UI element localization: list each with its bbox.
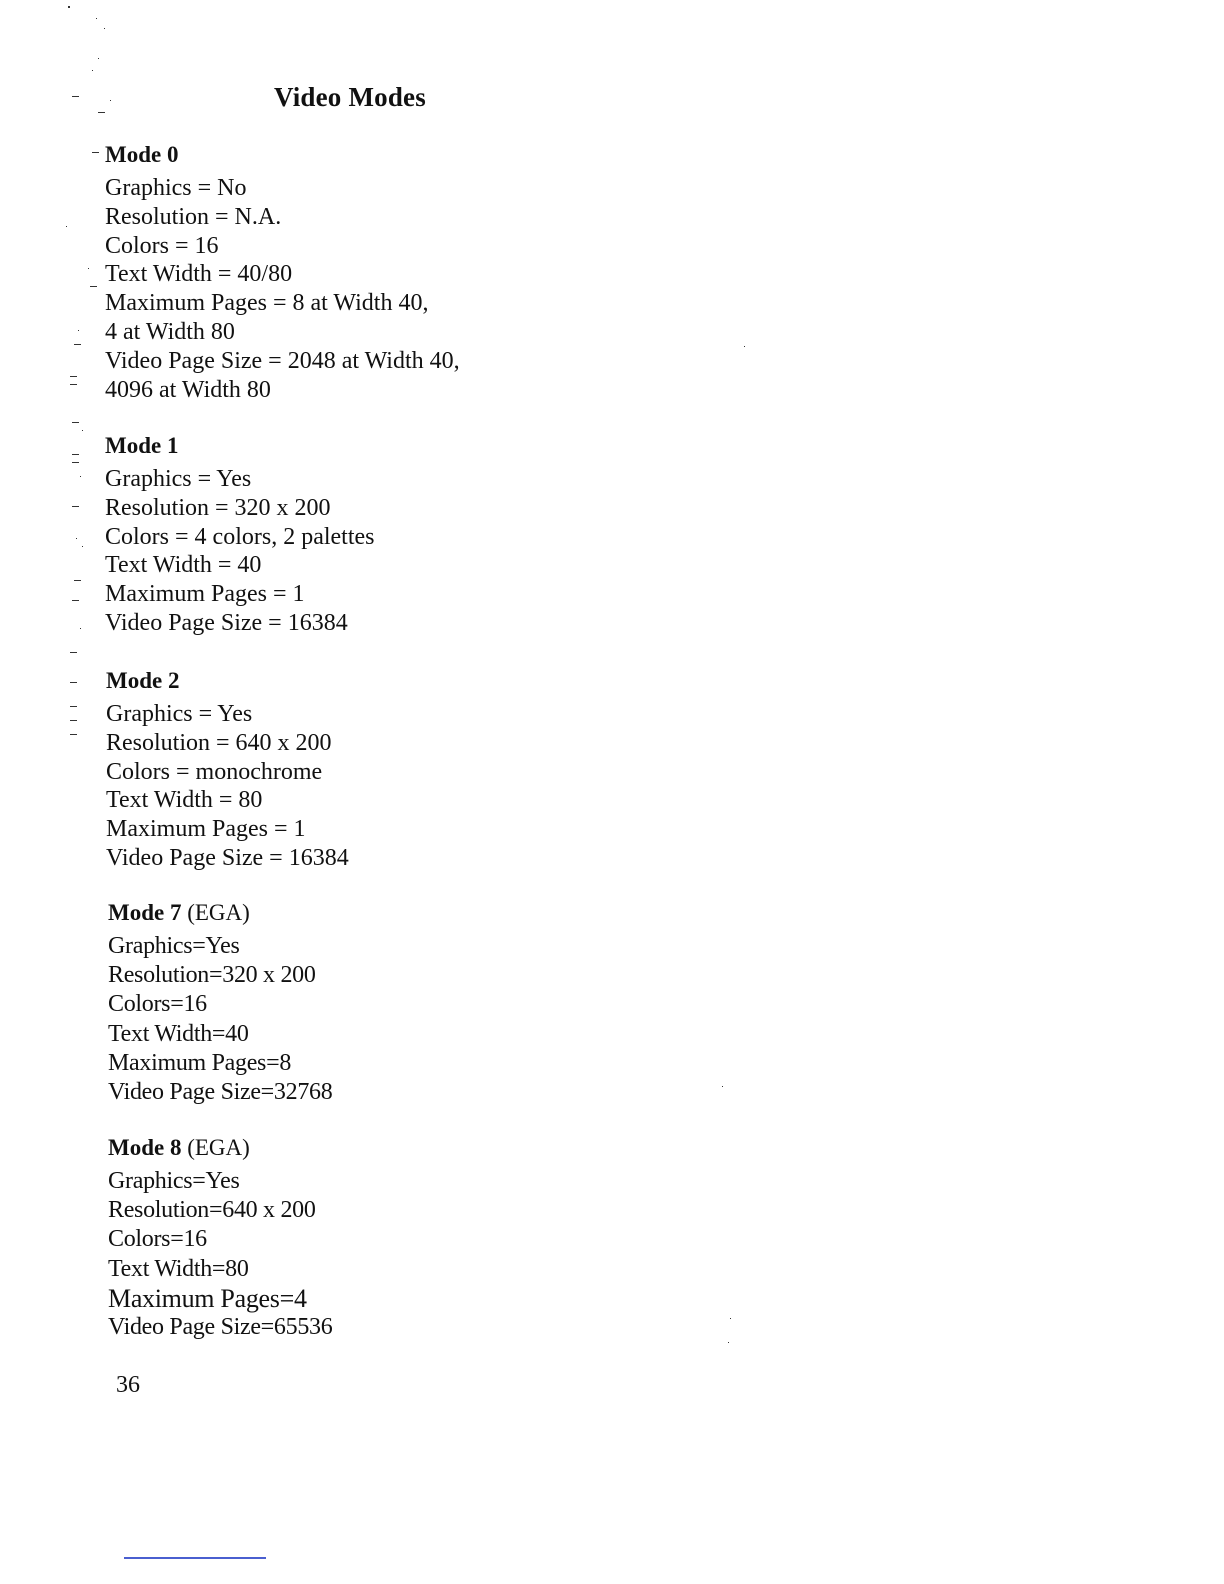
property-line: Text Width=40 bbox=[108, 1020, 249, 1047]
property-line: Maximum Pages = 8 at Width 40, bbox=[105, 290, 429, 317]
property-line: Graphics = No bbox=[105, 175, 247, 201]
property-line: Maximum Pages=8 bbox=[108, 1049, 292, 1076]
property-line: Video Page Size=65536 bbox=[108, 1314, 333, 1341]
property-list bbox=[108, 932, 332, 1107]
property-line: Graphics=Yes bbox=[108, 1168, 240, 1194]
property-line: Colors = 4 colors, 2 palettes bbox=[105, 523, 375, 550]
property-line: Colors = monochrome bbox=[106, 758, 323, 785]
property-line: Video Page Size = 16384 bbox=[105, 609, 348, 636]
property-line: Graphics=Yes bbox=[108, 933, 240, 959]
section-mode-1 bbox=[105, 431, 375, 638]
section-heading-label: Mode 1 bbox=[105, 433, 179, 458]
section-heading-suffix: (EGA) bbox=[187, 1135, 250, 1160]
section-heading-label: Mode 2 bbox=[106, 668, 180, 693]
property-line: Text Width = 40/80 bbox=[105, 261, 293, 288]
property-list bbox=[105, 174, 460, 404]
section-heading bbox=[105, 140, 460, 170]
property-line: Maximum Pages = 1 bbox=[105, 581, 305, 608]
section-heading-label: Mode 7 bbox=[108, 900, 182, 925]
section-mode-0 bbox=[105, 140, 460, 404]
page-number: 36 bbox=[116, 1372, 140, 1398]
property-line: Video Page Size = 16384 bbox=[106, 844, 349, 871]
property-line: Video Page Size = 2048 at Width 40, bbox=[105, 347, 460, 374]
section-mode-7 bbox=[108, 898, 332, 1107]
section-heading-label: Mode 0 bbox=[105, 142, 179, 167]
property-line: Resolution=320 x 200 bbox=[108, 962, 316, 989]
property-line: Colors=16 bbox=[108, 1226, 207, 1253]
property-line: 4 at Width 80 bbox=[105, 318, 235, 345]
property-line: Text Width = 80 bbox=[106, 787, 263, 814]
property-line: Maximum Pages=4 bbox=[108, 1283, 307, 1313]
section-mode-2 bbox=[106, 666, 349, 873]
page-title: Video Modes bbox=[274, 82, 426, 112]
property-list bbox=[105, 465, 375, 638]
property-line: Resolution = 320 x 200 bbox=[105, 494, 331, 521]
section-mode-8 bbox=[108, 1133, 332, 1342]
property-line: Maximum Pages = 1 bbox=[106, 816, 306, 843]
property-list bbox=[108, 1167, 332, 1342]
section-heading bbox=[105, 431, 375, 461]
property-line: 4096 at Width 80 bbox=[105, 376, 271, 403]
footer-rule bbox=[124, 1557, 266, 1559]
property-line: Text Width = 40 bbox=[105, 552, 262, 579]
section-heading bbox=[106, 666, 349, 696]
section-heading-label: Mode 8 bbox=[108, 1135, 182, 1160]
property-line: Resolution=640 x 200 bbox=[108, 1197, 316, 1224]
property-line: Colors=16 bbox=[108, 991, 207, 1018]
property-line: Text Width=80 bbox=[108, 1255, 249, 1282]
section-heading-suffix: (EGA) bbox=[187, 900, 250, 925]
section-heading bbox=[108, 898, 332, 928]
property-line: Graphics = Yes bbox=[105, 466, 252, 492]
property-line: Resolution = 640 x 200 bbox=[106, 729, 332, 756]
property-line: Video Page Size=32768 bbox=[108, 1079, 333, 1106]
property-line: Colors = 16 bbox=[105, 232, 219, 259]
section-heading bbox=[108, 1133, 332, 1163]
property-line: Resolution = N.A. bbox=[105, 203, 282, 230]
property-line: Graphics = Yes bbox=[106, 701, 253, 727]
property-list bbox=[106, 700, 349, 873]
